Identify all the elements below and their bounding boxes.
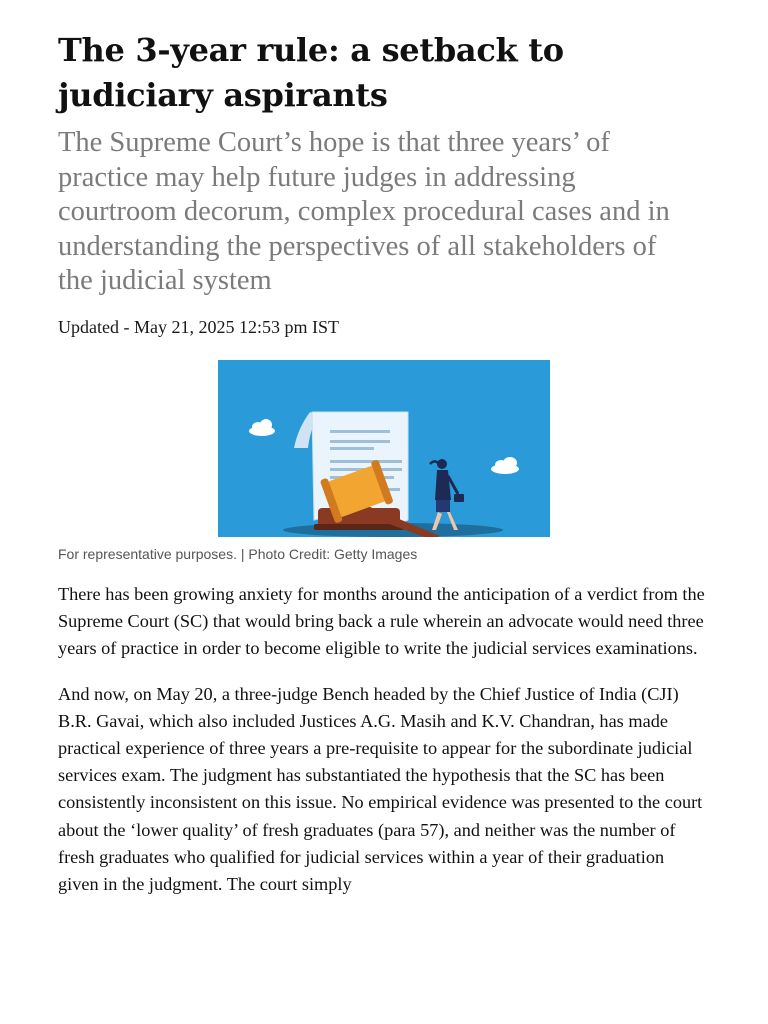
article-body	[58, 581, 706, 916]
updated-timestamp: Updated - May 21, 2025 12:53 pm IST	[58, 316, 339, 337]
paragraph-2: And now, on May 20, a three-judge Bench headed by the Chief Justice of India (CJI) B.R. Gavai, which also included Justices A.G. Masih and K.V. Chandran, has made practical experience of three years a pre-requisite to appear for the subordinate judicial services exam. The judgment has substantiated the hypothesis that the SC has been consistently inconsistent on this issue. No empirical evidence was presented to the court about the ‘lower quality’ of fresh graduates (para 57), and neither was the number of fresh graduates who qualified for judicial services within a year of their graduation given in the judgment. The court simply	[58, 683, 703, 895]
standfirst: The Supreme Court’s hope is that three years’ of practice may help future judges in addressing courtroom decorum, complex procedural cases and in understanding the perspectives of all stakeholders of the judicial system	[58, 127, 670, 296]
paragraph-1: There has been growing anxiety for months around the anticipation of a verdict from the Supreme Court (SC) that would bring back a rule wherein an advocate would need three years of practice in order to become eligible to write the judicial services examinations.	[58, 584, 705, 659]
article-header	[58, 28, 718, 339]
article-image	[218, 360, 550, 537]
gavel-scroll-illustration	[218, 360, 550, 537]
image-caption: For representative purposes. | Photo Credit: Getty Images	[58, 546, 418, 562]
headline: The 3-year rule: a setback to judiciary aspirants	[58, 31, 564, 114]
